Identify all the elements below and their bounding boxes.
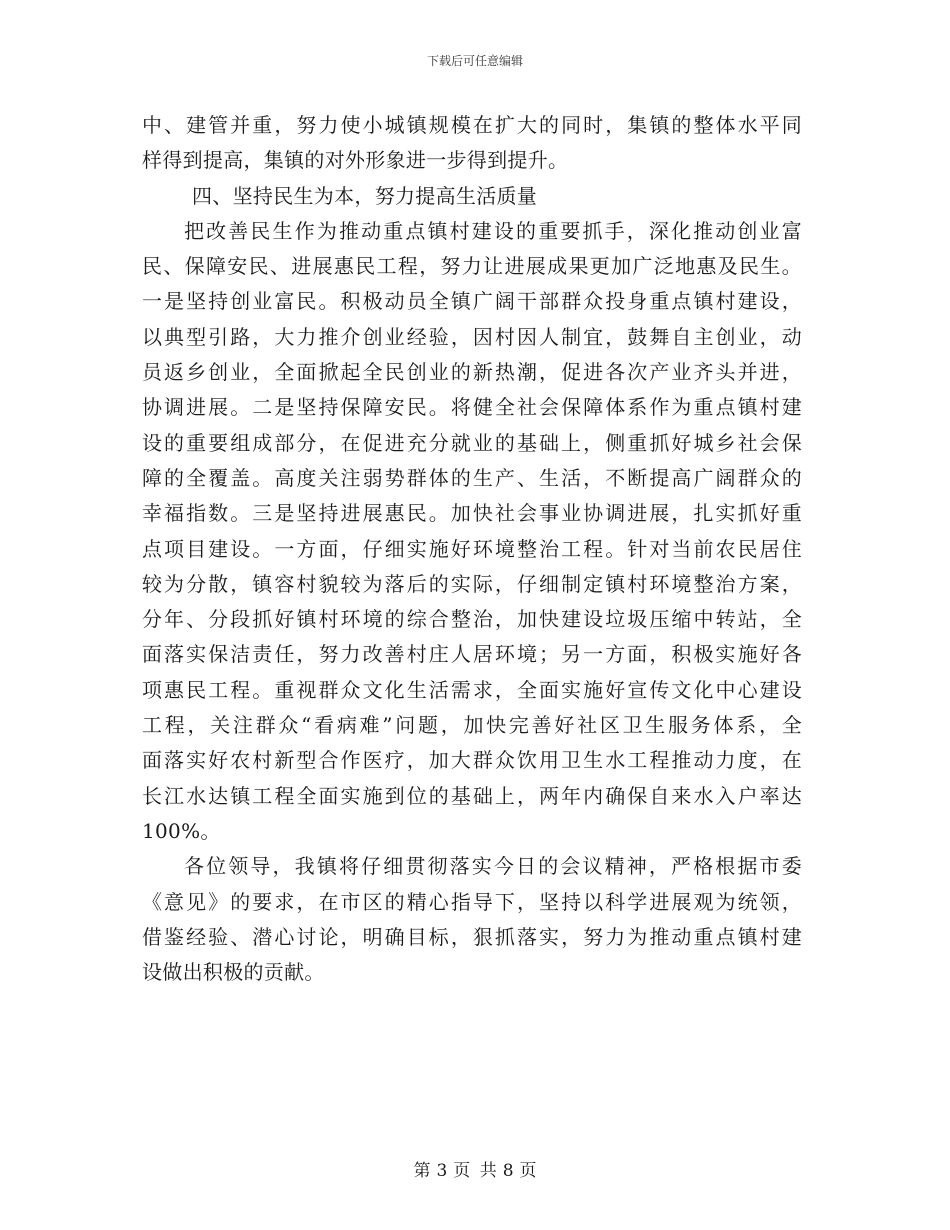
section-heading: 四、坚持民生为本，努力提高生活质量	[192, 183, 538, 208]
text-line: 借鉴经验、潜心讨论，明确目标，狠抓落实，努力为推动重点镇村建	[142, 924, 802, 949]
text-line: 设做出积极的贡献。	[142, 960, 325, 985]
text-line: 协调进展。二是坚持保障安民。将健全社会保障体系作为重点镇村建	[142, 395, 802, 420]
text-line: 障的全覆盖。高度关注弱势群体的生产、生活，不断提高广阔群众的	[142, 465, 802, 490]
header-note: 下载后可任意编辑	[426, 54, 523, 68]
text-line: 设的重要组成部分，在促进充分就业的基础上，侧重抓好城乡社会保	[142, 430, 802, 455]
text-line: 样得到提高，集镇的对外形象进一步得到提升。	[142, 148, 569, 173]
text-line: 长江水达镇工程全面实施到位的基础上，两年内确保自来水入户率达	[142, 783, 802, 808]
text-line: 以典型引路，大力推介创业经验，因村因人制宜，鼓舞自主创业，动	[142, 324, 802, 349]
text-line: 分年、分段抓好镇村环境的综合整治，加快建设垃圾压缩中转站，全	[142, 607, 802, 632]
text-line: 员返乡创业，全面掀起全民创业的新热潮，促进各次产业齐头并进，	[142, 360, 802, 385]
page-footer	[0, 1156, 950, 1181]
text-line: 一是坚持创业富民。积极动员全镇广阔干部群众投身重点镇村建设，	[142, 289, 802, 314]
text-line: 把改善民生作为推动重点镇村建设的重要抓手，深化推动创业富	[184, 218, 802, 243]
footer-prefix: 第	[413, 1161, 431, 1181]
text-line: 点项目建设。一方面，仔细实施好环境整治工程。针对当前农民居住	[142, 536, 802, 561]
text-line: 面落实保洁责任，努力改善村庄人居环境；另一方面，积极实施好各	[142, 642, 802, 667]
text-line: 较为分散，镇容村貌较为落后的实际，仔细制定镇村环境整治方案，	[142, 571, 802, 596]
text-line: 《意见》的要求，在市区的精心指导下，坚持以科学进展观为统领，	[142, 889, 802, 914]
text-line: 民、保障安民、进展惠民工程，努力让进展成果更加广泛地惠及民生。	[142, 254, 802, 279]
text-line: 项惠民工程。重视群众文化生活需求，全面实施好宣传文化中心建设	[142, 677, 802, 702]
body-text	[142, 108, 802, 990]
text-line: 各位领导，我镇将仔细贯彻落实今日的会议精神，严格根据市委	[184, 854, 802, 879]
text-line: 幸福指数。三是坚持进展惠民。加快社会事业协调进展，扎实抓好重	[142, 501, 802, 526]
text-line: 100%。	[142, 818, 221, 843]
text-line: 面落实好农村新型合作医疗，加大群众饮用卫生水工程推动力度，在	[142, 748, 802, 773]
footer-middle: 页 共	[453, 1161, 497, 1181]
text-line: 工程，关注群众“看病难”问题，加快完善好社区卫生服务体系，全	[142, 713, 802, 738]
text-line: 中、建管并重，努力使小城镇规模在扩大的同时，集镇的整体水平同	[142, 113, 802, 137]
page-number: 3	[436, 1161, 448, 1181]
footer-suffix: 页	[519, 1161, 537, 1181]
total-pages: 8	[502, 1161, 514, 1181]
